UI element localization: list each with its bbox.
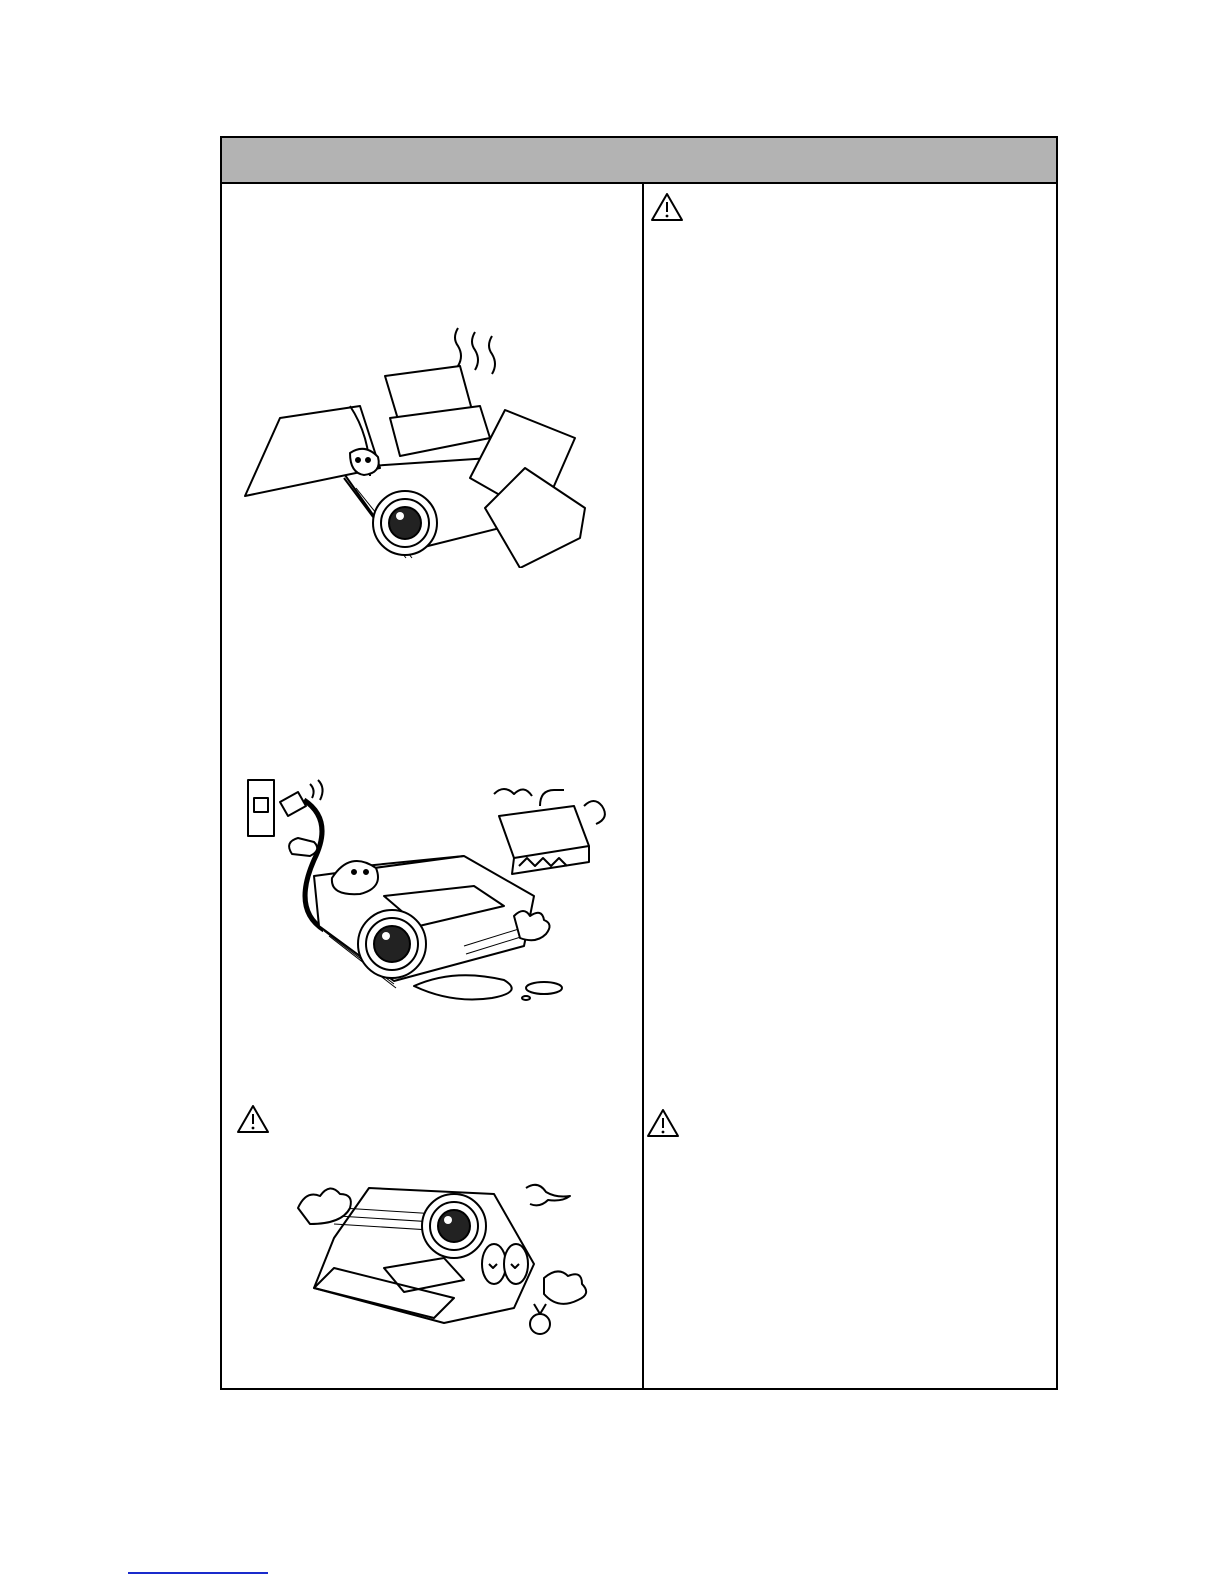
column-divider [642, 184, 644, 1388]
warning-triangle-icon [236, 1104, 270, 1134]
footer-link-underline[interactable] [128, 1572, 268, 1574]
projector-covered-illustration [240, 318, 590, 568]
warning-triangle-icon [646, 1108, 680, 1138]
projector-wet-unplug-illustration [244, 766, 614, 1006]
warning-triangle-icon [650, 192, 684, 222]
table-header-bar [222, 138, 1056, 184]
projector-upside-down-illustration [294, 1168, 604, 1358]
